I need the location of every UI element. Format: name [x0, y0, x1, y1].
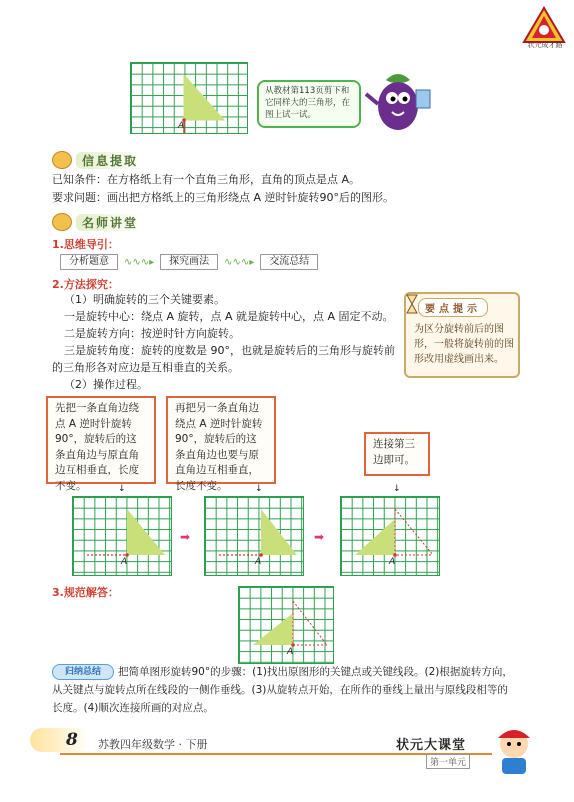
- flow-step-1: 分析题意: [60, 254, 118, 270]
- key-points-text: 为区分旋转前后的图形，一般将旋转前的图形改用虚线画出来。: [414, 324, 514, 365]
- method-line-6: （2）操作过程。: [64, 378, 148, 391]
- point-a-label: A: [121, 557, 128, 567]
- speech-bubble: 从教材第113页剪下和它同样大的三角形，在图上试一试。: [257, 80, 361, 128]
- eggplant-icon: [364, 64, 436, 136]
- summary-line-3: 长度。(4)顺次连接所画的对应点。: [52, 702, 214, 714]
- point-a-label: A: [255, 557, 262, 567]
- method-line-3: 二是旋转方向：按逆时针方向旋转。: [64, 327, 240, 340]
- method-label: 2.方法探究：: [52, 278, 119, 291]
- flow-arrow-icon: ∿∿∿▸: [124, 256, 155, 268]
- teacher-section-header: [52, 214, 144, 230]
- mascot-kid: [488, 722, 540, 779]
- method-line-4: 三是旋转角度：旋转的度数是 90°，也就是旋转后的三角形与旋转前: [64, 344, 395, 357]
- right-arrow-icon: ➡: [314, 530, 325, 544]
- known-conditions: 已知条件：在方格纸上有一个直角三角形，直角的顶点是点 A。: [52, 173, 361, 186]
- answer-label: 3.规范解答：: [52, 586, 119, 599]
- hourglass-icon: [406, 294, 418, 317]
- answer-grid: [238, 586, 334, 664]
- teacher-icon: [52, 213, 72, 231]
- summary-tag: 归纳总结: [52, 664, 114, 680]
- key-points-title: 要点提示: [418, 298, 488, 317]
- footer-brand: 状元大课堂: [396, 738, 467, 753]
- page-number: 8: [66, 730, 78, 750]
- method-line-2: 一是旋转中心：绕点 A 旋转，点 A 就是旋转中心，点 A 固定不动。: [64, 310, 394, 323]
- footer-unit: 第一单元: [426, 754, 470, 769]
- footer-book-title: 苏教四年级数学 · 下册: [98, 738, 208, 751]
- point-a-label: A: [178, 121, 185, 131]
- grid-step-1: [72, 496, 172, 576]
- mascot-eggplant: [364, 64, 436, 139]
- grid-step-3: [340, 496, 440, 576]
- method-line-1: （1）明确旋转的三个关键要素。: [64, 293, 225, 306]
- thinking-label: 1.思维导引：: [52, 238, 119, 251]
- grid-step-2: [204, 496, 304, 576]
- flow-arrow-icon: ∿∿∿▸: [224, 256, 255, 268]
- top-grid-figure: [130, 62, 248, 134]
- info-section-header: [52, 152, 144, 168]
- method-line-5: 的三角形各对应边是互相垂直的关系。: [52, 361, 239, 374]
- question-text: 要求问题：画出把方格纸上的三角形绕点 A 逆时针旋转90°后的图形。: [52, 191, 395, 204]
- summary-line-2: 从关键点与旋转点所在线段的一侧作垂线。(3)从旋转点开始，在所作的垂线上量出与原线段相等的: [52, 684, 508, 696]
- info-section-title: 信息提取: [76, 152, 144, 169]
- teacher-section-title: 名师讲堂: [76, 214, 144, 231]
- point-a-label: A: [287, 647, 294, 657]
- flow-step-2: 探究画法: [160, 254, 218, 270]
- flow-step-3: 交流总结: [260, 254, 318, 270]
- down-arrow-icon: ↓: [255, 484, 263, 494]
- point-a-label: A: [389, 557, 396, 567]
- down-arrow-icon: ↓: [393, 484, 401, 494]
- magnifier-icon: [52, 151, 72, 169]
- right-arrow-icon: ➡: [180, 530, 191, 544]
- summary-line-1: 把简单图形旋转90°的步骤：(1)找出原图形的关键点或关键线段。(2)根据旋转方向，: [118, 666, 513, 678]
- logo-caption: 状元成才路: [527, 41, 563, 49]
- thinking-flow: [60, 254, 318, 270]
- step-box-1: 先把一条直角边绕点 A 逆时针旋转90°，旋转后的这条直角边与原直角边互相垂直，长度不变。: [46, 396, 156, 484]
- mascot-kid-icon: [488, 722, 540, 776]
- step-box-3: 连接第三边即可。: [364, 432, 430, 476]
- step-box-2: 再把另一条直角边绕点 A 逆时针旋转90°，旋转后的这条直角边也要与原直角边互相垂直，长度不变。: [166, 396, 276, 484]
- down-arrow-icon: ↓: [118, 484, 126, 494]
